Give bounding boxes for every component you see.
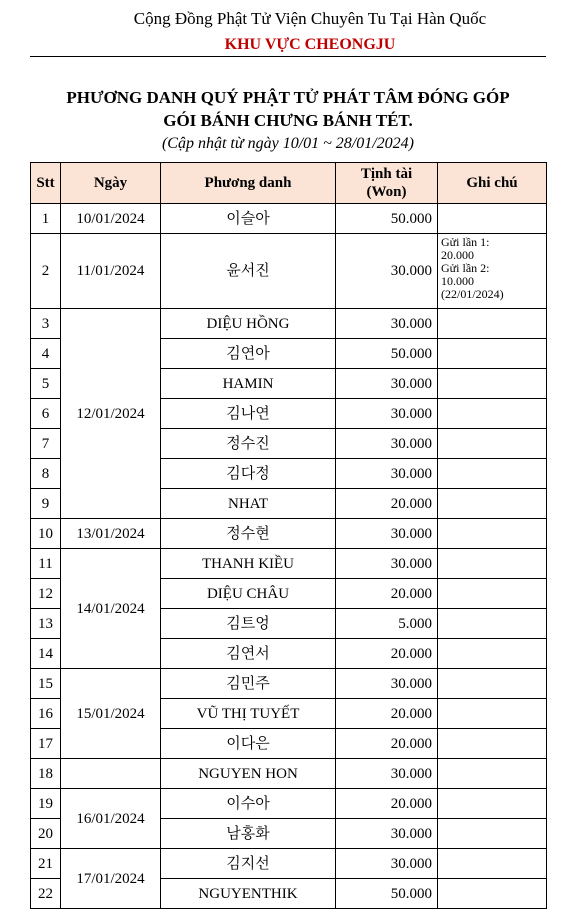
donor-name: 김연아	[161, 339, 336, 369]
donor-name: 이수아	[161, 789, 336, 819]
table-row	[31, 849, 547, 879]
row-number: 17	[31, 729, 61, 759]
donation-note	[438, 879, 547, 909]
donation-note	[438, 759, 547, 789]
donation-note	[438, 369, 547, 399]
header-divider	[30, 56, 546, 57]
donor-name: 김지선	[161, 849, 336, 879]
donation-amount: 50.000	[336, 339, 438, 369]
donation-amount: 30.000	[336, 369, 438, 399]
row-number: 8	[31, 459, 61, 489]
donation-note	[438, 519, 547, 549]
donation-note	[438, 339, 547, 369]
donation-note	[438, 699, 547, 729]
organization-name: Cộng Đồng Phật Tử Viện Chuyên Tu Tại Hàn Quốc	[133, 9, 487, 28]
donor-name: NGUYENTHIK	[161, 879, 336, 909]
donor-name: 남홍화	[161, 819, 336, 849]
table-row	[31, 234, 547, 309]
donation-amount: 20.000	[336, 729, 438, 759]
column-header-stt: Stt	[31, 163, 61, 204]
row-number: 14	[31, 639, 61, 669]
donation-amount: 30.000	[336, 399, 438, 429]
donor-name: 정수진	[161, 429, 336, 459]
donation-date: 17/01/2024	[61, 849, 161, 909]
row-number: 4	[31, 339, 61, 369]
donor-name: 이다은	[161, 729, 336, 759]
donation-date: 13/01/2024	[61, 519, 161, 549]
row-number: 16	[31, 699, 61, 729]
row-number: 1	[31, 204, 61, 234]
donor-name: THANH KIỀU	[161, 549, 336, 579]
donation-date: 10/01/2024	[61, 204, 161, 234]
table-row	[31, 549, 547, 579]
row-number: 10	[31, 519, 61, 549]
table-row	[31, 669, 547, 699]
row-number: 2	[31, 234, 61, 309]
table-row	[31, 309, 547, 339]
donor-name: VŨ THỊ TUYẾT	[161, 699, 336, 729]
donation-note	[438, 669, 547, 699]
donation-date: 16/01/2024	[61, 789, 161, 849]
row-number: 3	[31, 309, 61, 339]
donation-date: 14/01/2024	[61, 549, 161, 669]
donation-note	[438, 204, 547, 234]
table-header-row	[31, 163, 547, 204]
donation-note	[438, 309, 547, 339]
row-number: 7	[31, 429, 61, 459]
donation-amount: 30.000	[336, 234, 438, 309]
donation-date: 12/01/2024	[61, 309, 161, 519]
donation-note	[438, 489, 547, 519]
donation-note	[438, 579, 547, 609]
update-period: (Cập nhật từ ngày 10/01 ~ 28/01/2024)	[161, 135, 415, 152]
column-header-note: Ghi chú	[438, 163, 547, 204]
donor-name: 정수현	[161, 519, 336, 549]
donation-note	[438, 459, 547, 489]
row-number: 21	[31, 849, 61, 879]
donation-amount: 30.000	[336, 519, 438, 549]
donation-note	[438, 609, 547, 639]
row-number: 18	[31, 759, 61, 789]
donation-amount: 30.000	[336, 429, 438, 459]
region-name: KHU VỰC CHEONGJU	[224, 36, 396, 53]
row-number: 13	[31, 609, 61, 639]
donation-note	[438, 789, 547, 819]
donation-amount: 50.000	[336, 204, 438, 234]
donation-table	[30, 162, 547, 909]
row-number: 19	[31, 789, 61, 819]
table-row	[31, 789, 547, 819]
column-header-date: Ngày	[61, 163, 161, 204]
donor-name: 이슬아	[161, 204, 336, 234]
donation-note	[438, 729, 547, 759]
donation-note: Gửi lần 1: 20.000 Gửi lần 2: 10.000 (22/01/2024)	[438, 234, 547, 309]
donation-note	[438, 399, 547, 429]
column-header-name: Phương danh	[161, 163, 336, 204]
donation-amount: 30.000	[336, 309, 438, 339]
donation-amount: 30.000	[336, 849, 438, 879]
donor-name: 김나연	[161, 399, 336, 429]
row-number: 6	[31, 399, 61, 429]
row-number: 9	[31, 489, 61, 519]
donation-note	[438, 429, 547, 459]
donor-name: DIỆU HỒNG	[161, 309, 336, 339]
donor-name: HAMIN	[161, 369, 336, 399]
donation-amount: 20.000	[336, 639, 438, 669]
donation-date	[61, 759, 161, 789]
donation-amount: 30.000	[336, 549, 438, 579]
donation-amount: 30.000	[336, 459, 438, 489]
table-row	[31, 519, 547, 549]
row-number: 12	[31, 579, 61, 609]
donation-note	[438, 819, 547, 849]
donor-name: 윤서진	[161, 234, 336, 309]
donor-name: 김다정	[161, 459, 336, 489]
donation-note	[438, 639, 547, 669]
row-number: 11	[31, 549, 61, 579]
table-row	[31, 759, 547, 789]
document-title-line-2: GÓI BÁNH CHƯNG BÁNH TÉT.	[163, 111, 413, 130]
donation-amount: 20.000	[336, 789, 438, 819]
donation-date: 11/01/2024	[61, 234, 161, 309]
row-number: 15	[31, 669, 61, 699]
donor-name: NGUYEN HON	[161, 759, 336, 789]
donation-amount: 20.000	[336, 579, 438, 609]
donation-amount: 5.000	[336, 609, 438, 639]
row-number: 5	[31, 369, 61, 399]
donation-amount: 20.000	[336, 699, 438, 729]
donation-amount: 30.000	[336, 759, 438, 789]
row-number: 20	[31, 819, 61, 849]
donation-amount: 30.000	[336, 819, 438, 849]
donation-note	[438, 849, 547, 879]
column-header-amount: Tịnh tài (Won)	[336, 163, 438, 204]
donation-note	[438, 549, 547, 579]
donor-name: 김트엉	[161, 609, 336, 639]
table-body	[31, 204, 547, 909]
donation-amount: 30.000	[336, 669, 438, 699]
donor-name: NHAT	[161, 489, 336, 519]
donation-amount: 20.000	[336, 489, 438, 519]
donor-name: 김민주	[161, 669, 336, 699]
table-row	[31, 204, 547, 234]
donation-amount: 50.000	[336, 879, 438, 909]
donor-name: DIỆU CHÂU	[161, 579, 336, 609]
document-title-line-1: PHƯƠNG DANH QUÝ PHẬT TỬ PHÁT TÂM ĐÓNG GÓP	[66, 88, 510, 107]
donor-name: 김연서	[161, 639, 336, 669]
donation-date: 15/01/2024	[61, 669, 161, 759]
row-number: 22	[31, 879, 61, 909]
